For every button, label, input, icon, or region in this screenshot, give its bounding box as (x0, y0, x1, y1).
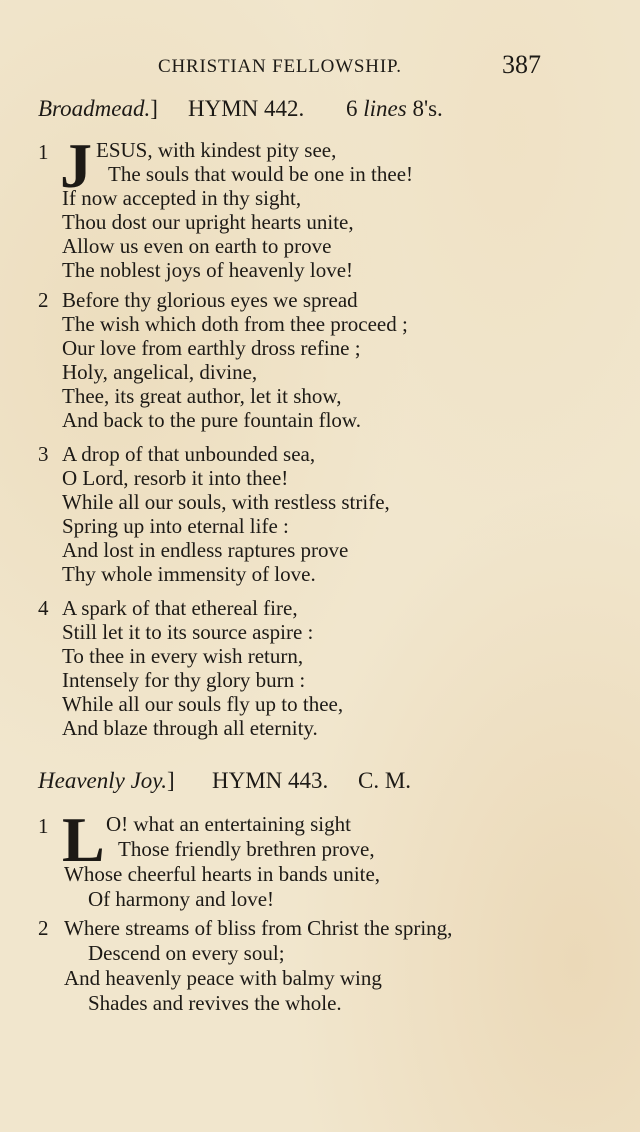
hymn-443-header (38, 768, 412, 798)
hymn-line: Shades and revives the whole. (88, 991, 342, 1015)
hymn-line: Descend on every soul; (88, 941, 285, 965)
hymn-line: And back to the pure fountain flow. (62, 408, 361, 432)
verse-number: 1 (38, 814, 49, 838)
hymn-line: Thou dost our upright hearts unite, (62, 210, 354, 234)
hymn-line: Those friendly brethren prove, (118, 837, 375, 861)
hymn-number: HYMN 443. (212, 768, 329, 793)
hymn-line: The souls that would be one in thee! (108, 162, 414, 186)
verse-number: 1 (38, 140, 49, 164)
hymn-number: HYMN 442. (188, 96, 305, 121)
hymn-442-header (38, 96, 443, 126)
tune-bracket: ] (166, 768, 175, 793)
meter-word: lines (363, 96, 407, 121)
hymn-line: Intensely for thy glory burn : (62, 668, 306, 692)
hymn-line: And heavenly peace with balmy wing (64, 966, 382, 990)
hymn-line: And blaze through all eternity. (62, 716, 318, 740)
meter-number: 6 (346, 96, 358, 121)
hymn-line: Whose cheerful hearts in bands unite, (64, 862, 381, 886)
hymn-line: Thee, its great author, let it show, (62, 384, 342, 408)
hymn-line: If now accepted in thy sight, (62, 186, 302, 210)
hymn-line: While all our souls, with restless strife, (62, 490, 390, 514)
verse-number: 3 (38, 442, 49, 466)
hymn-line: Still let it to its source aspire : (62, 620, 314, 644)
running-head (0, 52, 640, 82)
meter-rest: 8's. (412, 96, 443, 121)
hymn-line: Holy, angelical, divine, (62, 360, 258, 384)
hymn-line: O! what an entertaining sight (106, 812, 351, 836)
running-title: CHRISTIAN FELLOWSHIP. (158, 56, 402, 77)
drop-capital: J (60, 130, 92, 201)
hymn-line: The noblest joys of heavenly love! (62, 258, 354, 282)
verse-number: 2 (38, 916, 49, 940)
page-number: 387 (502, 50, 541, 79)
tune-bracket: ] (150, 96, 158, 121)
hymn-line: Thy whole immensity of love. (62, 562, 316, 586)
hymn-line: A drop of that unbounded sea, (62, 442, 316, 466)
hymn-line: And lost in endless raptures prove (62, 538, 349, 562)
hymn-line: ESUS, with kindest pity see, (96, 138, 337, 162)
tune-name: Broadmead. (38, 96, 151, 121)
verse-number: 2 (38, 288, 49, 312)
hymn-line: While all our souls fly up to thee, (62, 692, 344, 716)
hymn-line: Of harmony and love! (88, 887, 275, 911)
hymn-line: A spark of that ethereal fire, (62, 596, 298, 620)
hymn-line: Where streams of bliss from Christ the spring, (64, 916, 453, 940)
tune-name: Heavenly Joy. (38, 768, 167, 793)
verse-number: 4 (38, 596, 49, 620)
hymn-line: Our love from earthly dross refine ; (62, 336, 361, 360)
hymn-line: Allow us even on earth to prove (62, 234, 332, 258)
hymn-line: To thee in every wish return, (62, 644, 304, 668)
hymn-meter: C. M. (358, 768, 412, 793)
hymn-meter (346, 96, 443, 122)
hymn-line: Before thy glorious eyes we spread (62, 288, 358, 312)
drop-capital: L (62, 804, 105, 875)
hymn-line: The wish which doth from thee proceed ; (62, 312, 408, 336)
hymn-line: O Lord, resorb it into thee! (62, 466, 289, 490)
hymn-line: Spring up into eternal life : (62, 514, 289, 538)
